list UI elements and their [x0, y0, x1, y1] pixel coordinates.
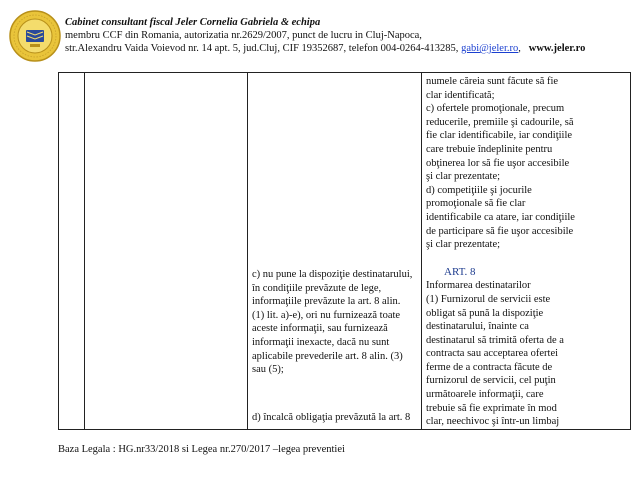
- text-line: aceste informaţii, sau furnizează: [252, 323, 388, 335]
- firm-address-line: [65, 42, 585, 55]
- text-line: ferme de a contracta făcute de: [426, 361, 553, 373]
- text-line: care trebuie îndeplinite pentru: [426, 143, 553, 155]
- text-line: d) competiţiile şi jocurile: [426, 184, 532, 196]
- table-row: [59, 73, 631, 430]
- text-line: informaţiile prevăzute la art. 8 alin.: [252, 296, 401, 308]
- legal-basis-footer: Baza Legala : HG.nr33/2018 si Legea nr.270/2017 –legea preventiei: [58, 444, 345, 455]
- text-line: informaţii inexacte, dacă nu sunt: [252, 336, 390, 348]
- table-cell-sanctions: [248, 73, 422, 430]
- text-line: (1) lit. a)-e), ori nu furnizează toate: [252, 309, 401, 321]
- text-line: şi clar prezentate;: [426, 171, 501, 183]
- table-cell-index: [59, 73, 85, 430]
- text-line: obligat să pună la dispoziţie: [426, 307, 544, 319]
- law-provisions-text: [426, 75, 627, 252]
- article-number: ART. 8: [444, 265, 476, 278]
- text-line: c) nu pune la dispoziţie destinatarului,: [252, 269, 413, 280]
- sanction-d-text: d) încalcă obligaţia prevăzută la art. 8: [252, 412, 411, 423]
- text-line: numele căreia sunt făcute să fie: [426, 76, 559, 87]
- text-line: (1) Furnizorul de servicii este: [426, 293, 551, 305]
- firm-title: Cabinet consultant fiscal Jeler Cornelia Gabriela & echipa: [65, 17, 321, 28]
- text-line: promoţionale să fie clar: [426, 198, 526, 210]
- text-line: aplicabile prevederile art. 8 alin. (3): [252, 350, 403, 362]
- document-header: [8, 2, 628, 72]
- email-link[interactable]: gabi@jeler.ro: [461, 43, 519, 54]
- text-line: şi clar prezentate;: [426, 239, 501, 251]
- text-line: în condiţiile prevăzute de lege,: [252, 282, 382, 294]
- ccf-seal-logo: [9, 10, 61, 62]
- text-line: c) ofertele promoţionale, precum: [426, 103, 565, 115]
- text-line: furnizorul de servicii, cel puţin: [426, 375, 556, 387]
- text-line: sau (5);: [252, 364, 284, 376]
- firm-membership-line: membru CCF din Romania, autorizatia nr.2629/2007, punct de lucru in Cluj-Napoca,: [65, 30, 422, 41]
- sanction-c-text: [252, 268, 417, 377]
- text-line: identificabile ca atare, iar condiţiile: [426, 211, 575, 223]
- article-paragraph: [426, 293, 627, 429]
- text-line: reducerile, premiile şi cadourile, să: [426, 116, 574, 128]
- table-cell-law-text: [422, 73, 631, 430]
- text-line: obţinerea lor să fie uşor accesibile: [426, 157, 570, 169]
- text-line: clar, neechivoc şi într-un limbaj: [426, 416, 560, 428]
- text-line: destinatarul să trimită oferta de a: [426, 334, 564, 346]
- text-line: trebuie să fie exprimate în mod: [426, 402, 557, 414]
- text-line: clar identificată;: [426, 89, 495, 101]
- table-cell-empty: [85, 73, 248, 430]
- text-line: fie clar identificabile, iar condiţiile: [426, 130, 573, 142]
- text-line: următoarele informaţii, care: [426, 389, 544, 401]
- article-title: Informarea destinatarilor: [426, 280, 531, 292]
- header-text-block: [65, 16, 585, 55]
- legal-comparison-table: [58, 72, 631, 430]
- text-line: de participare să fie uşor accesibile: [426, 225, 574, 237]
- text-line: contracta sau acceptarea ofertei: [426, 348, 559, 360]
- text-line: destinatarului, înainte ca: [426, 321, 529, 333]
- website-link[interactable]: www.jeler.ro: [528, 43, 586, 54]
- separator: ,: [518, 43, 521, 54]
- address-text: str.Alexandru Vaida Voievod nr. 14 apt. 5, jud.Cluj, CIF 19352687, telefon 004-0264-413285,: [65, 43, 459, 54]
